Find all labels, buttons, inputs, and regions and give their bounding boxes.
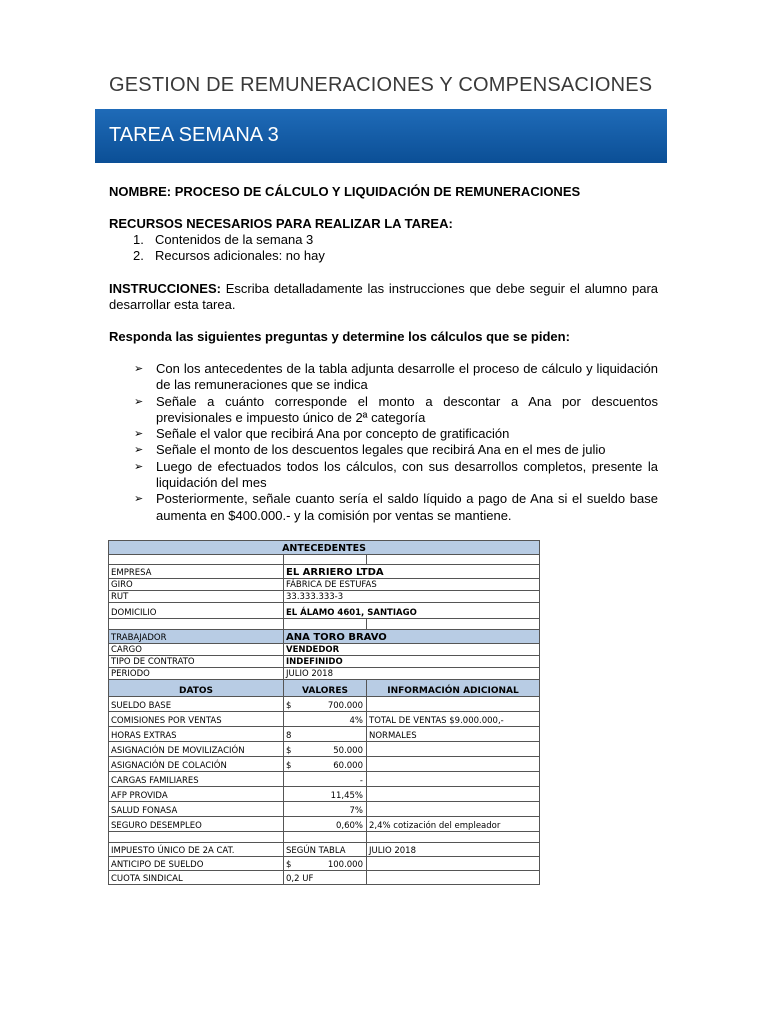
- nombre-line: NOMBRE: PROCESO DE CÁLCULO Y LIQUIDACIÓN DE REMUNERACIONES: [109, 184, 581, 199]
- arrow-bullet-icon: ➢: [134, 493, 144, 506]
- preguntas-title: Responda las siguientes preguntas y determine los cálculos que se piden:: [109, 329, 570, 344]
- col-valores: VALORES: [284, 680, 367, 696]
- instrucciones-text: Escriba detalladamente las instrucciones que debe seguir el alumno para desarrollar esta tarea.: [109, 281, 659, 312]
- recursos-title: RECURSOS NECESARIOS PARA REALIZAR LA TAREA:: [109, 216, 453, 231]
- list-item: 2. Recursos adicionales: no hay: [133, 248, 325, 263]
- table-row: [108, 619, 540, 630]
- table-row: ASIGNACIÓN DE MOVILIZACIÓN $ 50.000: [108, 742, 540, 757]
- table-row: SALUD FONASA 7%: [108, 802, 540, 817]
- arrow-bullet-icon: ➢: [134, 460, 144, 473]
- list-item: ➢ Posteriormente, señale cuanto sería el saldo líquido a pago de Ana si el sueldo base aumenta en $400.000.- y la comisión por ventas se mantiene.: [134, 491, 658, 523]
- arrow-bullet-icon: ➢: [134, 363, 144, 375]
- recursos-list: [133, 232, 325, 264]
- col-datos: DATOS: [108, 680, 284, 696]
- table-title-row: [108, 540, 540, 555]
- table-row: TIPO DE CONTRATO INDEFINIDO: [108, 656, 540, 668]
- table-row: CUOTA SINDICAL 0,2 UF: [108, 871, 540, 885]
- col-info: INFORMACIÓN ADICIONAL: [367, 680, 540, 696]
- arrow-bullet-icon: ➢: [134, 395, 144, 408]
- table-row: TRABAJADOR ANA TORO BRAVO: [108, 630, 540, 644]
- antecedentes-table: [108, 540, 540, 884]
- list-item: 1. Contenidos de la semana 3: [133, 232, 314, 247]
- table-row: EMPRESA EL ARRIERO LTDA: [108, 565, 540, 579]
- course-title: GESTION DE REMUNERACIONES Y COMPENSACIONES: [109, 74, 653, 96]
- table-row: SUELDO BASE $ 700.000: [108, 697, 540, 712]
- table-row: COMISIONES POR VENTAS 4% TOTAL DE VENTAS $9.000.000,-: [108, 712, 540, 727]
- arrow-bullet-icon: ➢: [134, 444, 144, 457]
- table-row: CARGAS FAMILIARES -: [108, 772, 540, 787]
- banner-title: TAREA SEMANA 3: [109, 124, 279, 146]
- table-row: AFP PROVIDA 11,45%: [108, 787, 540, 802]
- table-row: DOMICILIO EL ÁLAMO 4601, SANTIAGO: [108, 603, 540, 619]
- list-item: ➢ Señale el monto de los descuentos legales que recibirá Ana en el mes de julio: [134, 442, 606, 458]
- list-item: ➢ Luego de efectuados todos los cálculos, con sus desarrollos completos, presente la liquidación del mes: [134, 458, 658, 491]
- task-banner: [95, 109, 667, 163]
- table-row: HORAS EXTRAS 8 NORMALES: [108, 727, 540, 742]
- table-row: ANTICIPO DE SUELDO $ 100.000: [108, 857, 540, 871]
- table-header-row: [108, 680, 540, 697]
- instrucciones: [109, 281, 658, 313]
- table-title: ANTECEDENTES: [108, 541, 540, 554]
- list-item: ➢ Señale el valor que recibirá Ana por concepto de gratificación: [134, 426, 510, 442]
- instrucciones-label: INSTRUCCIONES:: [109, 281, 221, 296]
- table-row: ASIGNACIÓN DE COLACIÓN $ 60.000: [108, 757, 540, 772]
- questions-list: [134, 361, 658, 524]
- list-item: ➢ Con los antecedentes de la tabla adjunta desarrolle el proceso de cálculo y liquidación de las remuneraciones que se indica: [134, 361, 658, 393]
- arrow-bullet-icon: ➢: [134, 428, 144, 441]
- table-row: IMPUESTO ÚNICO DE 2A CAT. SEGÚN TABLA JULIO 2018: [108, 843, 540, 857]
- table-row: [108, 832, 540, 843]
- table-row: PERIODO JULIO 2018: [108, 668, 540, 680]
- table-row: GIRO FÁBRICA DE ESTUFAS: [108, 579, 540, 591]
- table-row: SEGURO DESEMPLEO 0,60% 2,4% cotización del empleador: [108, 817, 540, 832]
- table-row: RUT 33.333.333-3: [108, 591, 540, 603]
- table-row: CARGO VENDEDOR: [108, 644, 540, 656]
- table-row: [108, 554, 540, 565]
- list-item: ➢ Señale a cuánto corresponde el monto a descontar a Ana por descuentos previsionales e impuesto único de 2ª categoría: [134, 393, 658, 425]
